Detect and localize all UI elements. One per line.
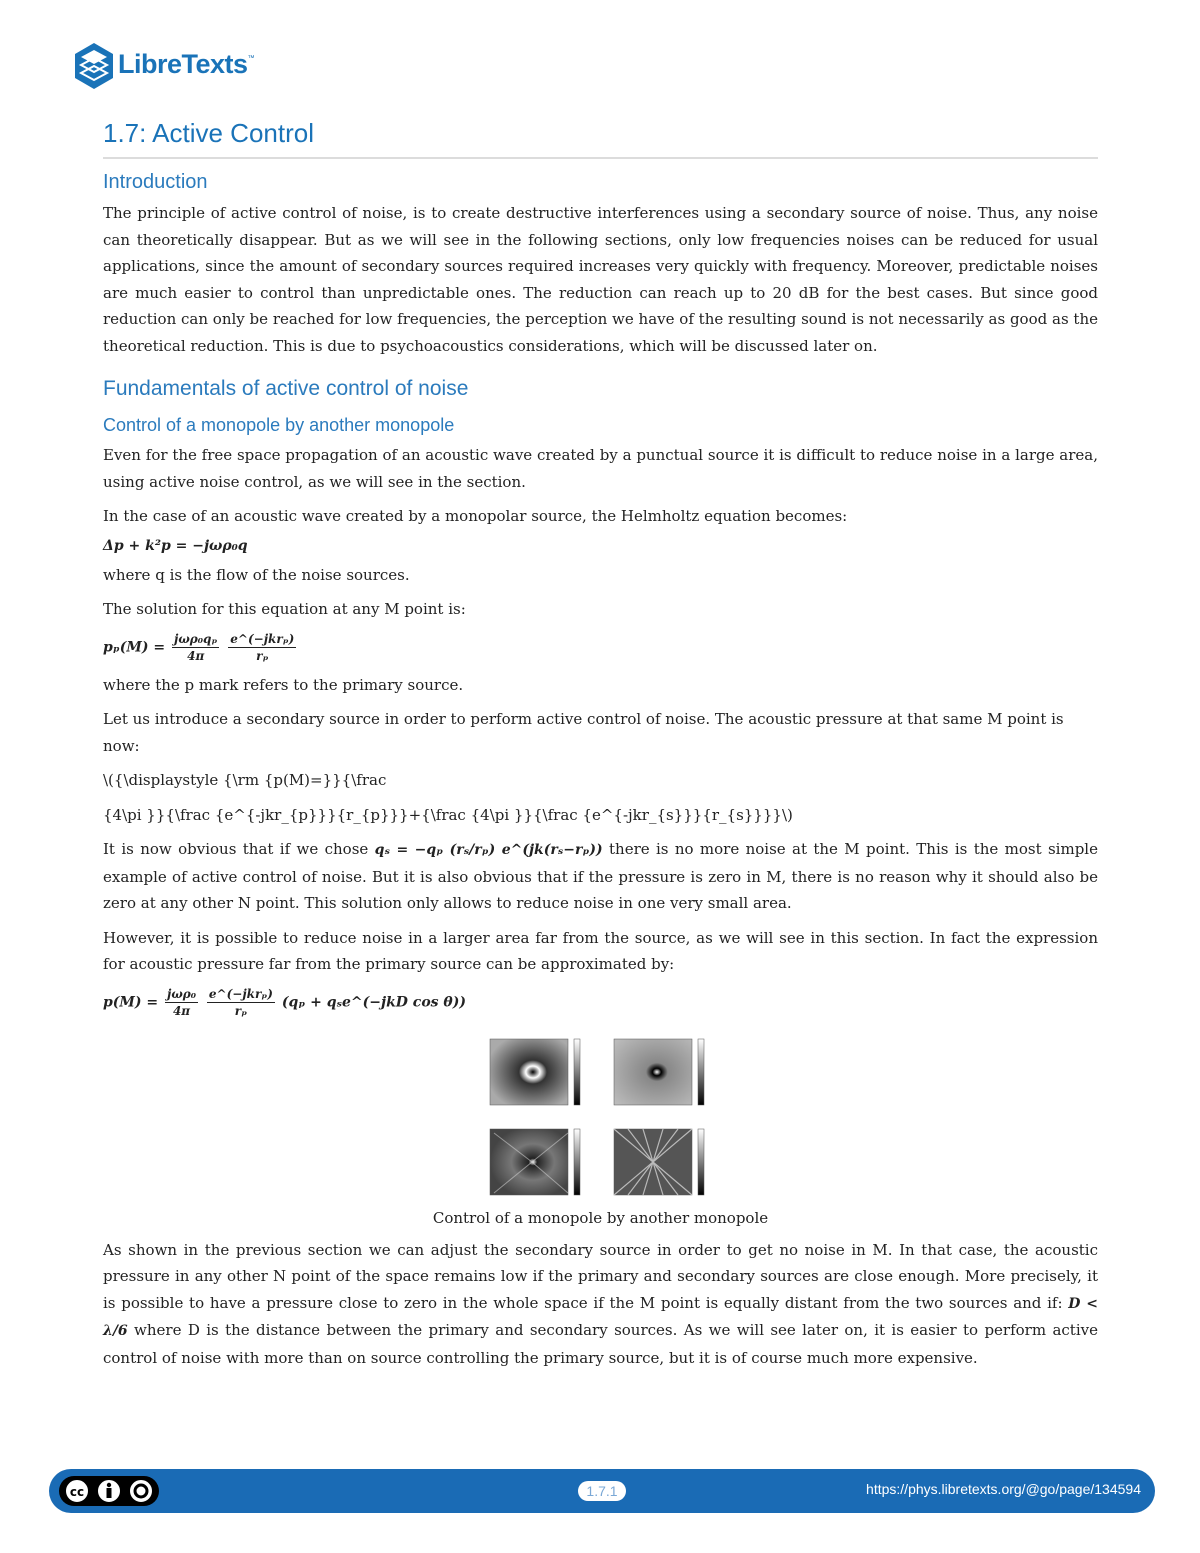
paragraph-8: However, it is possible to reduce noise in a larger area far from the source, as we will see in this section. In fact the expression for acoustic pressure far from the primary source can be approximated by:	[103, 928, 1098, 973]
paragraph-6: Let us introduce a secondary source in order to perform active control of noise. The acoustic pressure at that same M point is now:	[103, 710, 1064, 755]
paragraph-4: The solution for this equation at any M point is:	[103, 600, 466, 618]
page-url-link[interactable]: https://phys.libretexts.org/@go/page/134594	[866, 1481, 1141, 1497]
equation-far-field: p(M) = $\frac{\text{jωρ₀}}{4\pi}$ $\frac{\text{e\textasciicircum{}(−jkrₚ)}}{\text{rₚ}}$ (qₚ + qₛe^(−jkD cos θ))	[103, 986, 467, 1018]
paragraph-2: In the case of an acoustic wave created by a monopolar source, the Helmholtz equation becomes:	[103, 507, 848, 525]
inline-equation-d-lambda: D < λ/6	[103, 1295, 1098, 1339]
heading-introduction: Introduction	[103, 171, 208, 193]
logo-text: LibreTexts™	[118, 49, 255, 79]
heading-monopole: Control of a monopole by another monopole	[103, 415, 455, 435]
cc-by-license-icon[interactable]	[59, 1476, 159, 1506]
article-body	[103, 116, 1098, 1379]
monopole-figure	[103, 1033, 1098, 1203]
page-footer	[49, 1469, 1155, 1513]
paragraph-3: where q is the flow of the noise sources.	[103, 565, 410, 584]
figure-caption: Control of a monopole by another monopole	[432, 1208, 769, 1227]
intro-paragraph: The principle of active control of noise, is to create destructive interferences using a secondary source of noise. Thus, any noise can theoretically disappear. But as we will see in the following sections, only low frequencies noises can be reduced for usual applications, since the amount of secondary sources required increases very quickly with frequency. Moreover, predictable noises are much easier to control than unpredictable ones. The reduction can reach up to 20 dB for the best cases. But since good reduction can only be reached for low frequencies, the perception we have of the resulting sound is not necessarily as good as the theoretical reduction. This is due to psychoacoustics considerations, which will be discussed later on.	[103, 204, 1098, 355]
raw-latex-line-1: \({\displaystyle {\rm {p(M)=}}{\frac	[103, 771, 387, 789]
page-title: 1.7: Active Control	[103, 116, 1098, 159]
equation-helmholtz: Δp + k²p = −jωρ₀q	[103, 537, 248, 554]
field-plot-1	[484, 1033, 594, 1113]
libretexts-logo[interactable]	[73, 40, 273, 95]
field-plot-3	[484, 1123, 594, 1203]
heading-fundamentals: Fundamentals of active control of noise	[103, 377, 469, 400]
raw-latex-line-2: {4\pi }}{\frac {e^{-jkr_{p}}}{r_{p}}}+{\frac {4\pi }}{\frac {e^{-jkr_{s}}}{r_{s}}}}\)	[103, 805, 793, 824]
paragraph-1: Even for the free space propagation of an acoustic wave created by a punctual source it is difficult to reduce noise in a large area, using active noise control, as we will see in the section.	[103, 446, 1098, 491]
equation-primary-pressure: pₚ(M) = $\frac{\text{jωρ₀qₚ}}{4\pi}$ $\frac{\text{e\textasciicircum{}(−jkrₚ)}}{\text{rₚ}}$	[103, 631, 295, 663]
inline-equation-qs: qₛ = −qₚ (rₛ/rₚ) e^(jk(rₛ−rₚ))	[374, 842, 603, 858]
paragraph-5: where the p mark refers to the primary source.	[103, 675, 464, 694]
field-plot-2	[608, 1033, 718, 1113]
field-plot-4	[608, 1123, 718, 1203]
page-number: 1.7.1	[578, 1481, 626, 1501]
libretexts-logo-icon	[73, 42, 115, 90]
paragraph-9: As shown in the previous section we can adjust the secondary source in order to get no noise in M. In that case, the acoustic pressure in any other N point of the space remains low if the primary and secondary sources are close enough. More precisely, it is possible to have a pressure close to zero in the whole space if the M point is equally distant from the two sources and if: D < λ/6 where D is the distance between the primary and secondary sources. As we will see later on, it is easier to perform active control of noise with more than on source controlling the primary source, but it is of course much more expensive.	[103, 1240, 1098, 1367]
paragraph-7: It is now obvious that if we chose qₛ = −qₚ (rₛ/rₚ) e^(jk(rₛ−rₚ)) there is no more noise at the M point. This is the most simple example of active control of noise. But it is also obvious that if the pressure is zero in M, there is no reason why it should also be zero at any other N point. This solution only allows to reduce noise in one very small area.	[103, 840, 1098, 912]
svg-text:cc: cc	[69, 1485, 85, 1499]
